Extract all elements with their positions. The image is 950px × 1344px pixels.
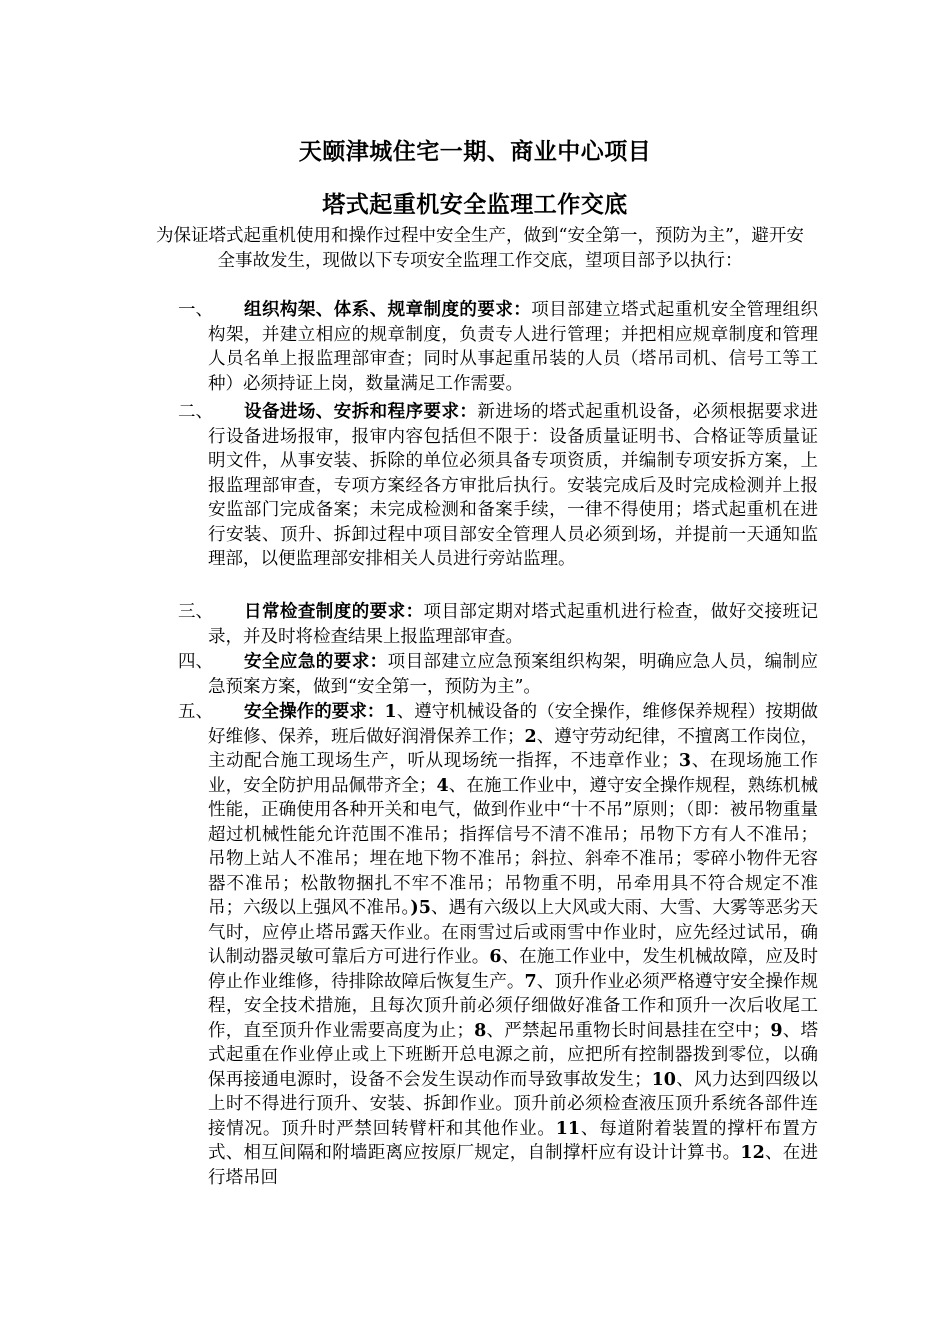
section-body [208,400,818,572]
rule-text: 、在现场施工作业，安全防护用品佩带齐全； [208,751,819,796]
section-body [208,600,818,649]
section-body [208,650,818,699]
section-number: 五、 [178,702,213,722]
section-body [208,700,818,1190]
rule-number: 12 [740,1143,765,1163]
document-title-line2: 塔式起重机安全监理工作交底 [322,191,628,218]
rule-number: 8 [474,1020,487,1041]
section-3 [178,600,818,649]
section-5 [178,700,818,1190]
section-text: 项目部定期对塔式起重机进行检查，做好交接班记录，并及时将检查结果上报监理部审查。 [208,602,818,647]
section-number: 三、 [178,602,213,622]
section-1 [178,298,818,396]
section-text: 项目部建立塔式起重机安全管理组织构架，并建立相应的规章制度，负责专人进行管理；并把相应规章制度和管理人员名单上报监理部审查；同时从事起重吊装的人员（塔吊司机、信号工等工种）必须持证上岗，数量满足工作需要。 [208,300,819,394]
section-heading: 日常检查制度的要求： [244,602,424,622]
rule-text: 、遇有六级以上大风或大雨、大雪、大雾等恶劣天气时，应停止塔吊露天作业。在雨雪过后或雨雪中作业时，应先经过试吊，确认制动器灵敏可靠后方可进行作业。 [208,898,819,967]
section-number: 一、 [178,300,213,320]
rule-number: 1 [384,702,397,722]
rule-text: 、遵守机械设备的（安全操作，维修保养规程）按期做好维修、保养，班后做好润滑保养工作； [208,702,818,747]
rule-number: 4 [436,775,449,796]
section-heading: 安全应急的要求： [244,652,388,672]
rule-text: 、遵守劳动纪律，不擅离工作岗位，主动配合施工现场生产，听从现场统一指挥，不违章作业； [208,726,819,771]
rule-number: )5 [410,898,431,918]
rule-number: 6 [489,947,502,967]
rule-number: 11 [555,1118,581,1139]
rule-text: 、塔式起重在作业停止或上下班断开总电源之前，应把所有控制器拨到零位，以确保再接通电源时，设备不会发生误动作而导致事故发生； [208,1020,819,1090]
section-number: 四、 [178,652,213,672]
section-4 [178,650,818,699]
rule-number: 9 [770,1020,783,1041]
section-body [208,298,818,396]
section-number: 二、 [178,402,213,422]
rule-text: 、每道附着装置的撑杆布置方式、相互间隔和附墙距离应按原厂规定，自制撑杆应有设计计算书。 [208,1118,819,1163]
document-title-line1: 天颐津城住宅一期、商业中心项目 [298,138,652,165]
section-heading: 设备进场、安拆和程序要求： [244,402,478,422]
section-text: 项目部建立应急预案组织构架，明确应急人员，编制应急预案方案，做到“安全第一，预防为主”。 [208,652,819,697]
section-text: 新进场的塔式起重机设备，必须根据要求进行设备进场报审，报审内容包括但不限于：设备质量证明书、合格证等质量证明文件，从事安装、拆除的单位必须具备专项资质，并编制专项安拆方案，上报监理部审查，专项方案经各方审批后执行。安装完成后及时完成检测并上报安监部门完成备案；未完成检测和备案手续，一律不得使用；塔式起重机在进行安装、顶升、拆卸过程中项目部安全管理人员必须到场，并提前一天通知监理部，以便监理部安排相关人员进行旁站监理。 [208,402,819,569]
rule-text: 、顶升作业必须严格遵守安全操作规程，安全技术措施，且每次顶升前必须仔细做好准备工作和顶升一次后收尾工作，直至顶升作业需要高度为止； [208,971,819,1041]
rule-number: 3 [678,751,692,771]
section-heading: 安全操作的要求： [244,702,385,722]
rule-text: 、在施工作业中，遵守安全操作规程，熟练机械性能，正确使用各种开关和电气，做到作业中“十不吊”原则；（即：被吊物重量超过机械性能允许范围不准吊；指挥信号不清不准吊；吊物下方有人不准吊；吊物上站人不准吊；埋在地下物不准吊；斜拉、斜牵不准吊；零碎小物件无容器不准吊；松散物捆扎不牢不准吊；吊物重不明，吊牵用具不符合规定不准吊；六级以上强风不准吊。 [208,775,819,918]
intro-paragraph: 为保证塔式起重机使用和操作过程中安全生产，做到“安全第一，预防为主”，避开安全事故发生，现做以下专项安全监理工作交底，望项目部予以执行： [156,226,804,271]
rule-text: 、严禁起吊重物长时间悬挂在空中； [486,1020,771,1041]
rule-number: 2 [524,726,537,747]
section-heading: 组织构架、体系、规章制度的要求： [244,300,532,320]
rule-number: 10 [651,1069,676,1090]
rule-text: 、风力达到四级以上时不得进行顶升、安装、拆卸作业。顶升前必须检查液压顶升系统各部件连接情况。顶升时严禁回转臂杆和其他作业。 [208,1069,819,1139]
rule-text: 、在施工作业中，发生机械故障，应及时停止作业维修，待排除故障后恢复生产。 [208,947,819,992]
rule-text: 、在进行塔吊回 [208,1143,819,1188]
section-2 [178,400,818,572]
rule-number: 7 [524,971,537,992]
